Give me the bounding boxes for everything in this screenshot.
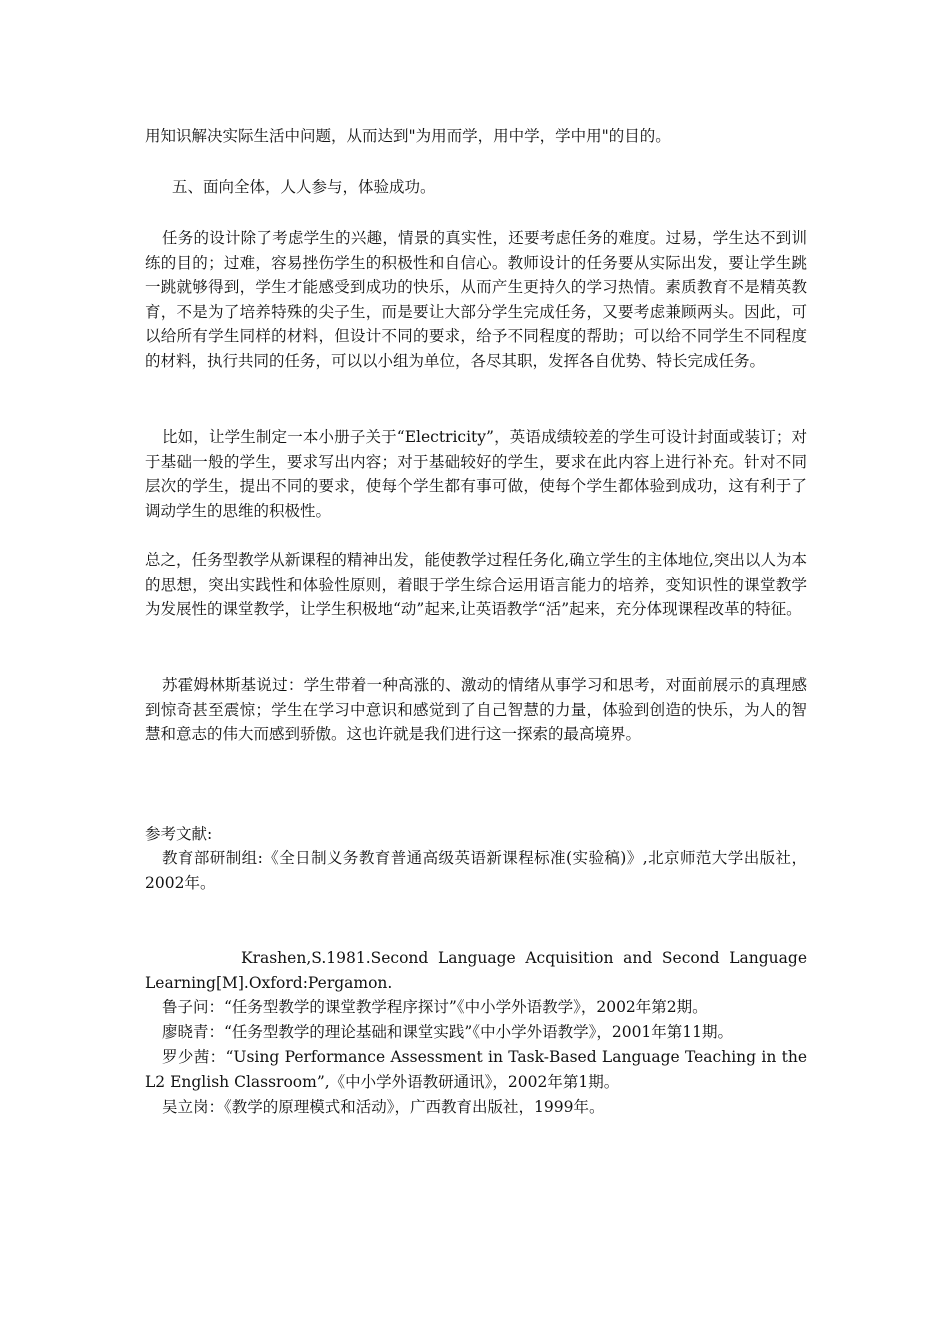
references-title: 参考文献: xyxy=(145,825,213,843)
paragraph-example: 比如，让学生制定一本小册子关于“Electricity”，英语成绩较差的学生可设计封面或装订；对于基础一般的学生，要求写出内容；对于基础较好的学生，要求在此内容上进行补充。针对不同层次的学生，提出不同的要求，使每个学生都有事可做，使每个学生都体验到成功，这有利于了调动学生的思维的积极性。 xyxy=(145,428,807,520)
paragraph-task-design: 任务的设计除了考虑学生的兴趣，情景的真实性，还要考虑任务的难度。过易，学生达不到训练的目的；过难，容易挫伤学生的积极性和自信心。教师设计的任务要从实际出发，要让学生跳一跳就够得到，学生才能感受到成功的快乐，从而产生更持久的学习热情。素质教育不是精英教育，不是为了培养特殊的尖子生，而是要让大部分学生完成任务，又要考虑兼顾两头。因此，可以给所有学生同样的材料，但设计不同的要求，给予不同程度的帮助；可以给不同学生不同程度的材料，执行共同的任务，可以以小组为单位，各尽其职，发挥各自优势、特长完成任务。 xyxy=(145,229,807,370)
reference-item: 廖晓青：“任务型教学的理论基础和课堂实践”《中小学外语教学》，2001年第11期。 xyxy=(162,1023,734,1041)
reference-item: 吴立岗：《教学的原理模式和活动》，广西教育出版社，1999年。 xyxy=(162,1098,605,1116)
reference-item: 鲁子问：“任务型教学的课堂教学程序探讨”《中小学外语教学》，2002年第2期。 xyxy=(162,998,708,1016)
section-heading-5: 五、面向全体，人人参与，体验成功。 xyxy=(172,178,436,196)
paragraph-summary: 总之，任务型教学从新课程的精神出发，能使教学过程任务化,确立学生的主体地位,突出以人为本的思想，突出实践性和体验性原则，着眼于学生综合运用语言能力的培养，变知识性的课堂教学为发展性的课堂教学，让学生积极地“动”起来,让英语教学“活”起来，充分体现课程改革的特征。 xyxy=(145,551,807,619)
reference-item: 罗少茜：“Using Performance Assessment in Task-Based Language Teaching in the L2 English Classroom”,《中小学外语教研通讯》，2002年第1期。 xyxy=(145,1048,807,1091)
reference-item: Krashen,S.1981.Second Language Acquisition and Second Language Learning[M].Oxford:Pergamon. xyxy=(145,949,807,992)
reference-item: 教育部研制组:《全日制义务教育普通高级英语新课程标准(实验稿)》,北京师范大学出版社，2002年。 xyxy=(145,849,807,892)
paragraph-top: 用知识解决实际生活中问题，从而达到"为用而学，用中学，学中用"的目的。 xyxy=(145,127,671,145)
paragraph-quote: 苏霍姆林斯基说过：学生带着一种高涨的、激动的情绪从事学习和思考，对面前展示的真理感到惊奇甚至震惊；学生在学习中意识和感觉到了自己智慧的力量，体验到创造的快乐，为人的智慧和意志的伟大而感到骄傲。这也许就是我们进行这一探索的最高境界。 xyxy=(145,676,807,744)
